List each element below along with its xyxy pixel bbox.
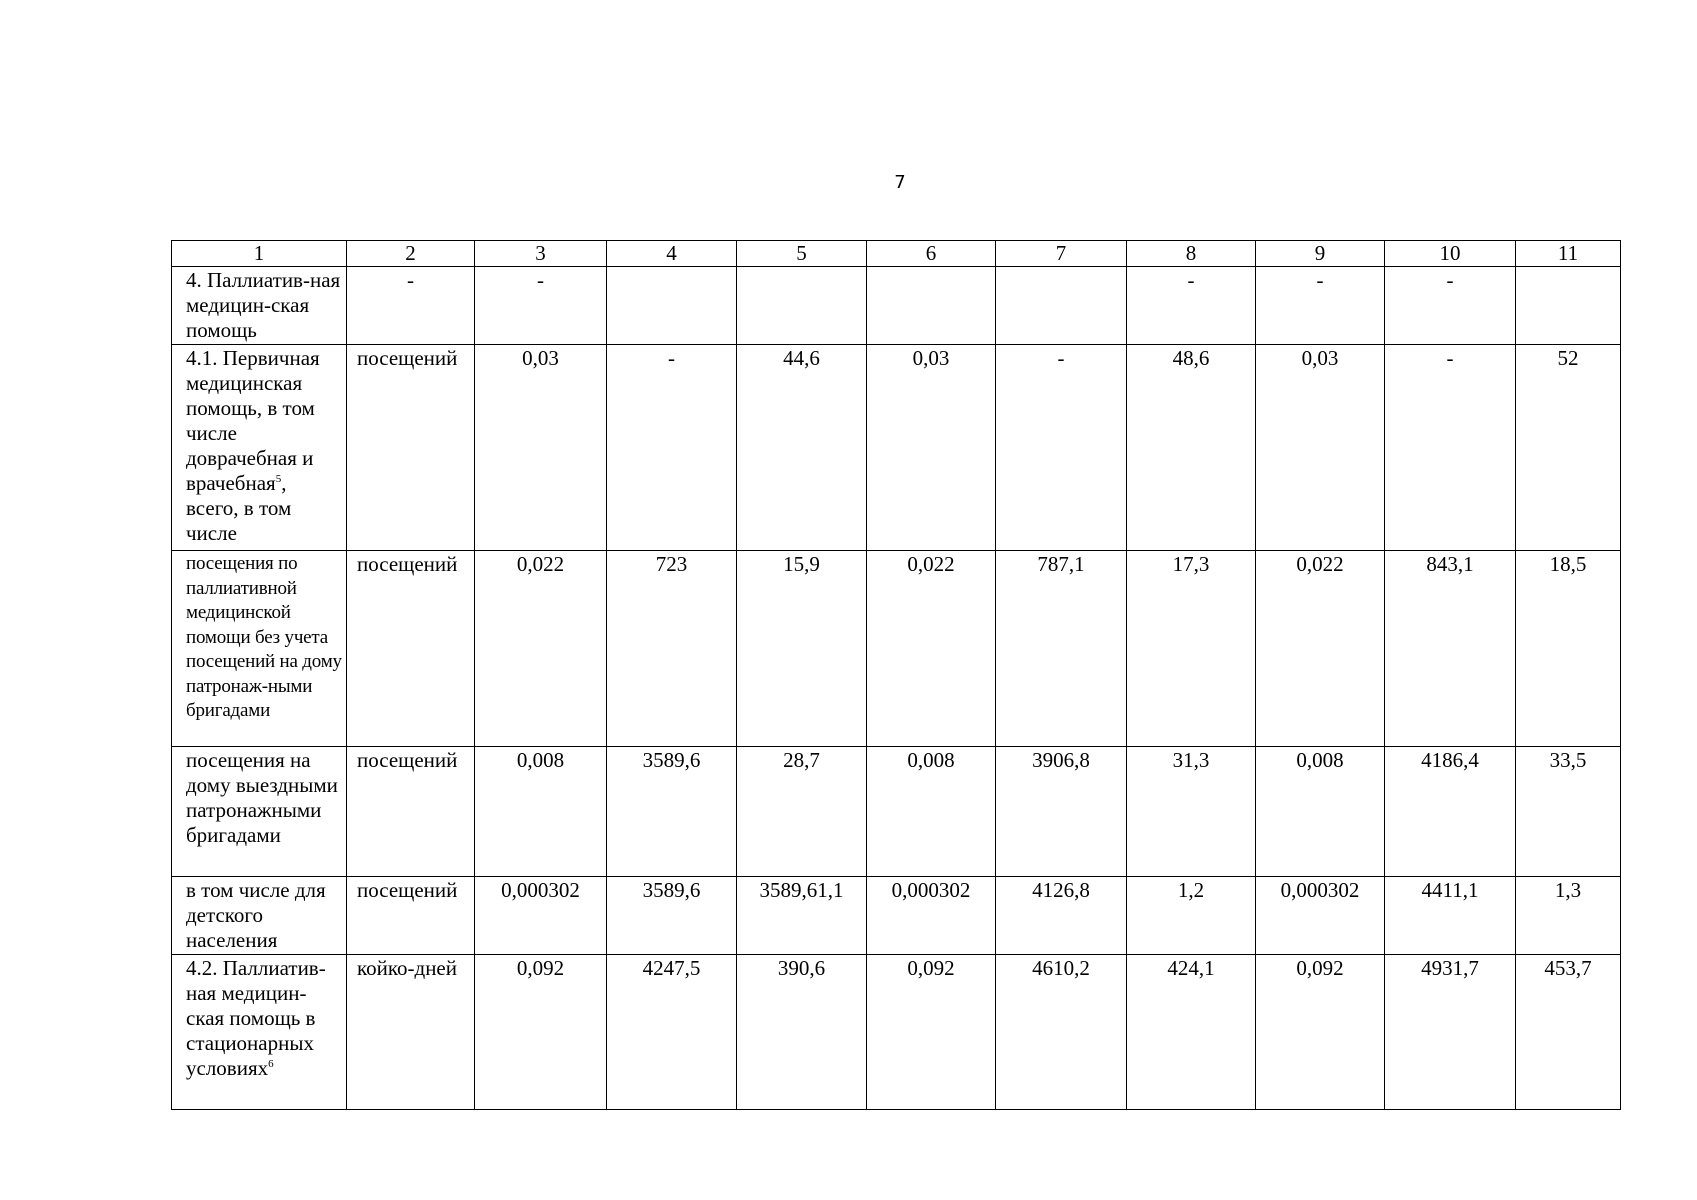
unit-cell: - (347, 267, 475, 345)
value-cell: - (1385, 345, 1516, 551)
column-number-7: 7 (996, 241, 1127, 267)
value-cell: - (607, 345, 737, 551)
value-cell: 0,03 (867, 345, 996, 551)
value-cell: 843,1 (1385, 551, 1516, 747)
value-cell: 0,022 (1256, 551, 1385, 747)
value-cell: 4186,4 (1385, 747, 1516, 877)
value-cell: 15,9 (737, 551, 867, 747)
row-name-cell (172, 955, 347, 1110)
value-cell: 52 (1516, 345, 1621, 551)
page-number: 7 (894, 172, 906, 193)
row-name: посещения на дому выездными патронажными бригадами (186, 748, 338, 847)
unit-cell: посещений (347, 551, 475, 747)
table-row (172, 551, 1621, 747)
value-cell: 44,6 (737, 345, 867, 551)
row-name-cell (172, 877, 347, 955)
value-cell: 0,000302 (867, 877, 996, 955)
row-name: 4. Паллиатив-ная медицин-ская помощь (186, 268, 341, 342)
column-number-11: 11 (1516, 241, 1621, 267)
row-name-cell (172, 551, 347, 747)
row-name: 4.2. Паллиатив-ная медицин-ская помощь в стационарных условиях (186, 956, 326, 1080)
value-cell: 3589,6 (607, 747, 737, 877)
column-number-8: 8 (1127, 241, 1256, 267)
value-cell: 31,3 (1127, 747, 1256, 877)
value-cell: 1,2 (1127, 877, 1256, 955)
table-row (172, 955, 1621, 1110)
value-cell (737, 267, 867, 345)
value-cell: 723 (607, 551, 737, 747)
data-table (171, 240, 1621, 1110)
value-cell (1516, 267, 1621, 345)
column-number-10: 10 (1385, 241, 1516, 267)
value-cell: 0,000302 (475, 877, 607, 955)
value-cell: 4126,8 (996, 877, 1127, 955)
row-name-cell (172, 345, 347, 551)
unit-cell: посещений (347, 747, 475, 877)
value-cell (867, 267, 996, 345)
row-name-suffix: , всего, в том числе (186, 471, 292, 545)
column-number-5: 5 (737, 241, 867, 267)
value-cell: 17,3 (1127, 551, 1256, 747)
table-row (172, 345, 1621, 551)
value-cell: 4931,7 (1385, 955, 1516, 1110)
column-number-2: 2 (347, 241, 475, 267)
value-cell: 0,008 (1256, 747, 1385, 877)
value-cell: 0,03 (1256, 345, 1385, 551)
value-cell: 4411,1 (1385, 877, 1516, 955)
value-cell: 4610,2 (996, 955, 1127, 1110)
value-cell: 0,092 (867, 955, 996, 1110)
value-cell: - (1127, 267, 1256, 345)
value-cell: 28,7 (737, 747, 867, 877)
column-number-6: 6 (867, 241, 996, 267)
table-row (172, 877, 1621, 955)
value-cell: 424,1 (1127, 955, 1256, 1110)
value-cell: 787,1 (996, 551, 1127, 747)
value-cell: 0,022 (475, 551, 607, 747)
footnote-marker: 5 (275, 473, 282, 485)
column-number-4: 4 (607, 241, 737, 267)
value-cell: 0,03 (475, 345, 607, 551)
value-cell: 0,008 (867, 747, 996, 877)
value-cell: 4247,5 (607, 955, 737, 1110)
value-cell: 0,092 (475, 955, 607, 1110)
header-row (172, 241, 1621, 267)
unit-cell: посещений (347, 877, 475, 955)
row-name-cell (172, 267, 347, 345)
unit-cell: посещений (347, 345, 475, 551)
value-cell: 453,7 (1516, 955, 1621, 1110)
value-cell: 390,6 (737, 955, 867, 1110)
value-cell: - (1385, 267, 1516, 345)
row-name: в том числе для детского населения (186, 878, 326, 952)
row-name-cell (172, 747, 347, 877)
value-cell: - (996, 345, 1127, 551)
value-cell: - (475, 267, 607, 345)
value-cell: - (1256, 267, 1385, 345)
value-cell: 0,008 (475, 747, 607, 877)
value-cell: 0,022 (867, 551, 996, 747)
value-cell: 0,092 (1256, 955, 1385, 1110)
table-row (172, 267, 1621, 345)
table-row (172, 747, 1621, 877)
value-cell (996, 267, 1127, 345)
value-cell: 1,3 (1516, 877, 1621, 955)
row-name: посещения по паллиативной медицинской помощи без учета посещений на дому патронаж-ными бригадами (186, 553, 342, 721)
value-cell: 18,5 (1516, 551, 1621, 747)
value-cell: 0,000302 (1256, 877, 1385, 955)
value-cell: 33,5 (1516, 747, 1621, 877)
value-cell: 3589,61,1 (737, 877, 867, 955)
value-cell: 48,6 (1127, 345, 1256, 551)
row-name: 4.1. Первичная медицинская помощь, в том числе доврачебная и врачебная (186, 346, 320, 495)
column-number-1: 1 (172, 241, 347, 267)
footnote-marker: 6 (268, 1058, 274, 1070)
value-cell (607, 267, 737, 345)
column-number-9: 9 (1256, 241, 1385, 267)
value-cell: 3589,6 (607, 877, 737, 955)
column-number-3: 3 (475, 241, 607, 267)
unit-cell: койко-дней (347, 955, 475, 1110)
value-cell: 3906,8 (996, 747, 1127, 877)
